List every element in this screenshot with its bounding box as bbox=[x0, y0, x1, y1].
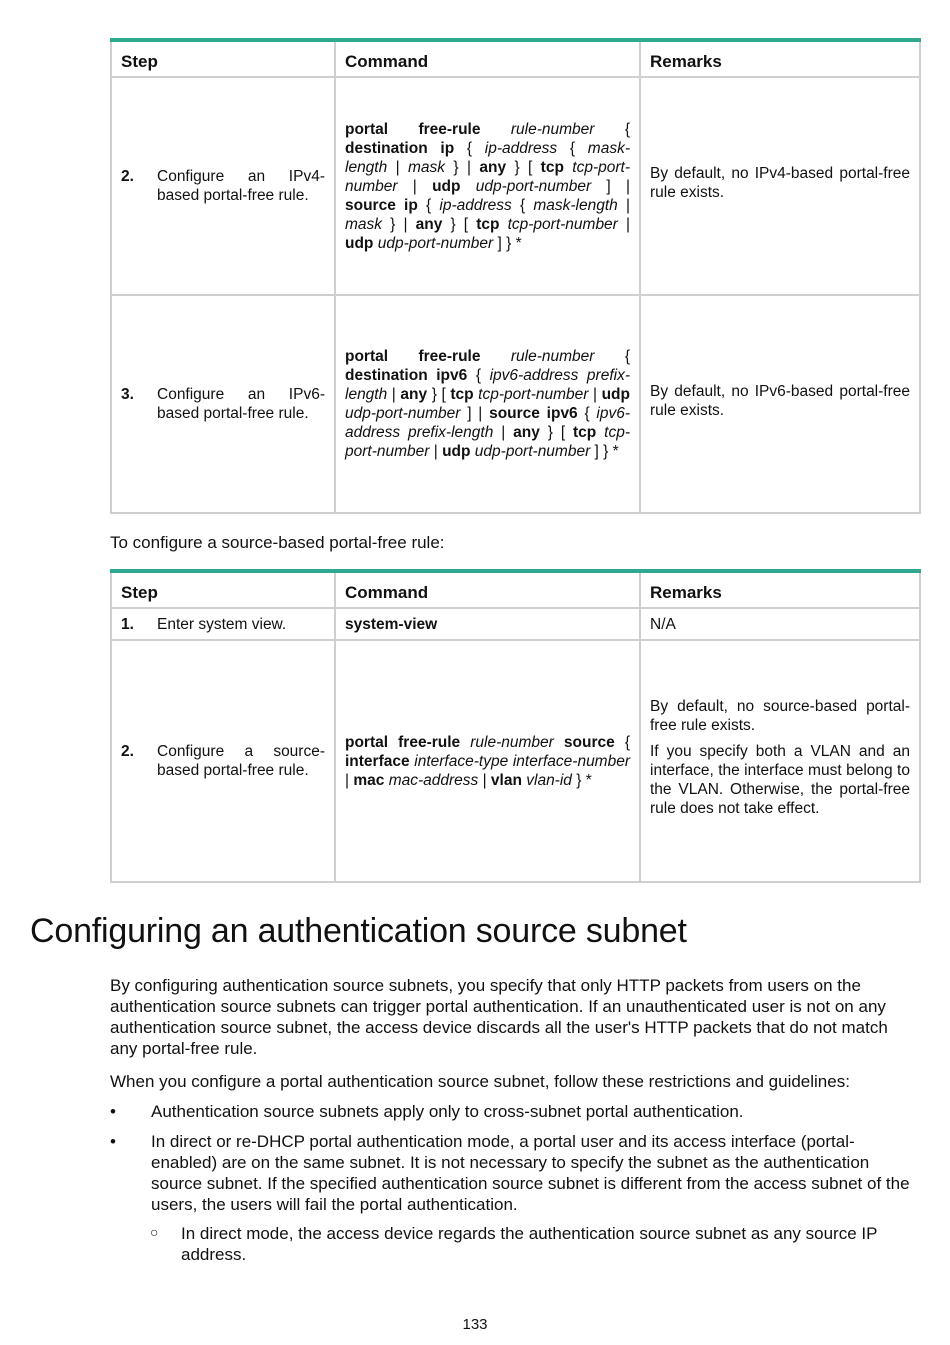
paragraph-text: When you configure a portal authentication source subnet, follow these restrictions and guidelines: bbox=[110, 1072, 850, 1091]
command-symbol: } | bbox=[445, 158, 480, 176]
remark-text: If you specify both a VLAN and an interface, the interface must belong to the VLAN. Otherwise, the portal-free rule does not take effect. bbox=[650, 743, 910, 817]
command-keyword: portal free-rule bbox=[345, 120, 481, 138]
command-symbol: } [ bbox=[539, 424, 574, 441]
command-symbol: | bbox=[588, 386, 602, 403]
command-keyword: system-view bbox=[345, 615, 438, 633]
command-symbol bbox=[480, 121, 510, 138]
command-argument: rule-number bbox=[470, 733, 554, 751]
remark-text: N/A bbox=[650, 615, 676, 633]
command-argument: tcp-port-number bbox=[507, 215, 618, 233]
command-syntax bbox=[345, 120, 630, 253]
command-keyword: source ip bbox=[345, 196, 418, 214]
command-table-2 bbox=[110, 569, 921, 883]
command-cell bbox=[335, 295, 640, 513]
command-argument: udp-port-number bbox=[474, 443, 591, 460]
command-symbol: { bbox=[594, 348, 631, 365]
list-item bbox=[110, 1131, 919, 1215]
header-step: Step bbox=[111, 40, 335, 77]
command-symbol bbox=[554, 734, 564, 751]
command-cell bbox=[335, 77, 640, 295]
remarks-cell bbox=[640, 608, 920, 640]
command-keyword: source bbox=[563, 733, 615, 751]
remarks-cell bbox=[640, 295, 920, 513]
command-symbol bbox=[499, 216, 507, 233]
command-argument: ip-address bbox=[484, 139, 558, 157]
remarks-cell bbox=[640, 640, 920, 882]
remark-text: By default, no source-based portal-free rule exists. bbox=[650, 698, 910, 734]
command-argument: ipv6-address prefix-length bbox=[345, 367, 630, 403]
step-cell bbox=[111, 608, 335, 640]
command-argument: mac-address bbox=[388, 771, 479, 789]
command-keyword: udp bbox=[432, 177, 461, 195]
command-argument: udp-port-number bbox=[345, 405, 461, 422]
command-symbol: { bbox=[454, 139, 485, 157]
step-number: 1. bbox=[121, 615, 134, 633]
command-symbol: } | bbox=[382, 215, 416, 233]
table-header-row bbox=[111, 571, 920, 608]
step-number: 2. bbox=[121, 168, 134, 185]
command-symbol: } [ bbox=[442, 215, 477, 233]
step-cell bbox=[111, 295, 335, 513]
command-symbol bbox=[460, 734, 470, 751]
command-argument: rule-number bbox=[510, 120, 595, 138]
command-symbol: } [ bbox=[506, 158, 541, 176]
bullet-icon: • bbox=[110, 1102, 116, 1121]
command-argument: mask-length bbox=[533, 196, 618, 214]
remark-text: By default, no IPv4-based portal-free rule exists. bbox=[650, 164, 910, 201]
remark-text: By default, no IPv6-based portal-free rule exists. bbox=[650, 382, 910, 419]
command-keyword: vlan bbox=[490, 771, 522, 789]
command-symbol: ] } * bbox=[493, 234, 522, 252]
command-cell bbox=[335, 640, 640, 882]
section-title: Configuring an authentication source subnet bbox=[30, 912, 687, 950]
table-row bbox=[111, 640, 920, 882]
command-syntax bbox=[345, 733, 630, 790]
command-keyword: any bbox=[400, 386, 428, 403]
command-keyword: any bbox=[513, 424, 540, 441]
sub-list-item-text: In direct mode, the access device regards the authentication source subnet as any source IP address. bbox=[181, 1224, 878, 1264]
page-number: 133 bbox=[462, 1316, 488, 1333]
command-symbol: | bbox=[429, 443, 443, 460]
command-symbol: | bbox=[387, 386, 401, 403]
step-description: Configure a source-based portal-free rule. bbox=[157, 743, 325, 779]
command-argument: mask bbox=[408, 158, 446, 176]
paragraph bbox=[110, 975, 919, 1059]
step-description: Configure an IPv6-based portal-free rule. bbox=[157, 386, 325, 422]
command-symbol bbox=[460, 178, 475, 195]
step-number: 2. bbox=[121, 743, 134, 760]
header-command: Command bbox=[335, 571, 640, 608]
command-symbol: { bbox=[577, 405, 597, 422]
command-keyword: tcp bbox=[450, 386, 474, 403]
table-row bbox=[111, 295, 920, 513]
step-cell bbox=[111, 77, 335, 295]
command-symbol: ] | bbox=[460, 405, 490, 422]
command-keyword: udp bbox=[442, 443, 471, 460]
command-keyword: tcp bbox=[540, 158, 564, 176]
command-symbol: { bbox=[557, 139, 588, 157]
header-command: Command bbox=[335, 40, 640, 77]
table-row bbox=[111, 77, 920, 295]
command-symbol: | bbox=[617, 196, 631, 214]
list-item-text: Authentication source subnets apply only to cross-subnet portal authentication. bbox=[151, 1102, 744, 1121]
command-keyword: tcp bbox=[573, 424, 597, 441]
command-keyword: udp bbox=[601, 386, 630, 403]
command-symbol: | bbox=[617, 215, 630, 233]
header-remarks: Remarks bbox=[640, 40, 920, 77]
list-item-text: In direct or re-DHCP portal authentication mode, a portal user and its access interface (portal-enabled) are on the same subnet. It is not necessary to specify the subnet as the authentication source subnet. If the specified authentication source subnet is different from the access subnet of the users, the users will fail the portal authentication. bbox=[151, 1132, 910, 1214]
command-argument: interface-type interface-number bbox=[414, 752, 630, 770]
command-symbol: } * bbox=[571, 771, 592, 789]
bullet-icon: • bbox=[110, 1132, 116, 1151]
command-keyword: any bbox=[415, 215, 443, 233]
command-symbol: { bbox=[594, 120, 631, 138]
paragraph bbox=[110, 1071, 919, 1092]
command-symbol: | bbox=[387, 158, 408, 176]
command-argument: vlan-id bbox=[526, 771, 572, 789]
command-argument: ip-address bbox=[439, 196, 512, 214]
table-row bbox=[111, 608, 920, 640]
command-symbol: { bbox=[417, 196, 440, 214]
step-cell bbox=[111, 640, 335, 882]
command-symbol: ] | bbox=[591, 177, 631, 195]
command-keyword: interface bbox=[345, 752, 410, 770]
circle-bullet-icon: ○ bbox=[150, 1224, 159, 1240]
step-description: Enter system view. bbox=[157, 615, 287, 633]
list-item bbox=[110, 1101, 919, 1122]
command-symbol: ] } * bbox=[590, 443, 619, 460]
command-keyword: mac bbox=[353, 771, 385, 789]
command-keyword: udp bbox=[345, 234, 374, 252]
command-symbol: { bbox=[467, 367, 490, 384]
command-argument: ipv6-address prefix-length bbox=[345, 405, 630, 441]
command-argument: rule-number bbox=[510, 348, 595, 365]
command-symbol: } [ bbox=[427, 386, 451, 403]
command-argument: tcp-port-number bbox=[345, 158, 631, 195]
command-argument: mask-length bbox=[345, 139, 630, 176]
paragraph-text: By configuring authentication source subnets, you specify that only HTTP packets from users on the authentication source subnets can trigger portal authentication. If an unauthenticated user is not on any authentication source subnet, the access device discards all the user's HTTP packets that do not match any portal-free rule. bbox=[110, 976, 888, 1058]
command-symbol: { bbox=[511, 196, 534, 214]
command-keyword: destination ipv6 bbox=[345, 367, 468, 384]
sub-list-item bbox=[150, 1223, 919, 1265]
intro-text: To configure a source-based portal-free rule: bbox=[110, 533, 445, 552]
command-keyword: source ipv6 bbox=[489, 405, 578, 422]
command-table-1 bbox=[110, 38, 921, 514]
header-step: Step bbox=[111, 571, 335, 608]
command-symbol: | bbox=[345, 771, 354, 789]
command-argument: udp-port-number bbox=[377, 234, 494, 252]
command-argument: tcp-port-number bbox=[478, 386, 589, 403]
command-symbol: { bbox=[614, 733, 631, 751]
command-symbol: | bbox=[397, 177, 433, 195]
command-syntax bbox=[345, 615, 630, 634]
command-symbol bbox=[480, 348, 510, 365]
header-remarks: Remarks bbox=[640, 571, 920, 608]
command-argument: tcp-port-number bbox=[345, 424, 630, 460]
command-symbol: | bbox=[478, 771, 491, 789]
command-syntax bbox=[345, 347, 630, 461]
command-keyword: portal free-rule bbox=[345, 348, 481, 365]
command-symbol: | bbox=[493, 424, 514, 441]
table-header-row bbox=[111, 40, 920, 77]
command-argument: mask bbox=[345, 215, 383, 233]
command-keyword: any bbox=[479, 158, 507, 176]
command-cell bbox=[335, 608, 640, 640]
step-number: 3. bbox=[121, 386, 134, 403]
command-keyword: tcp bbox=[476, 215, 500, 233]
command-keyword: portal free-rule bbox=[345, 733, 461, 751]
remarks-cell bbox=[640, 77, 920, 295]
command-argument: udp-port-number bbox=[475, 177, 592, 195]
command-symbol bbox=[596, 424, 604, 441]
step-description: Configure an IPv4-based portal-free rule. bbox=[157, 168, 325, 204]
command-keyword: destination ip bbox=[345, 139, 455, 157]
